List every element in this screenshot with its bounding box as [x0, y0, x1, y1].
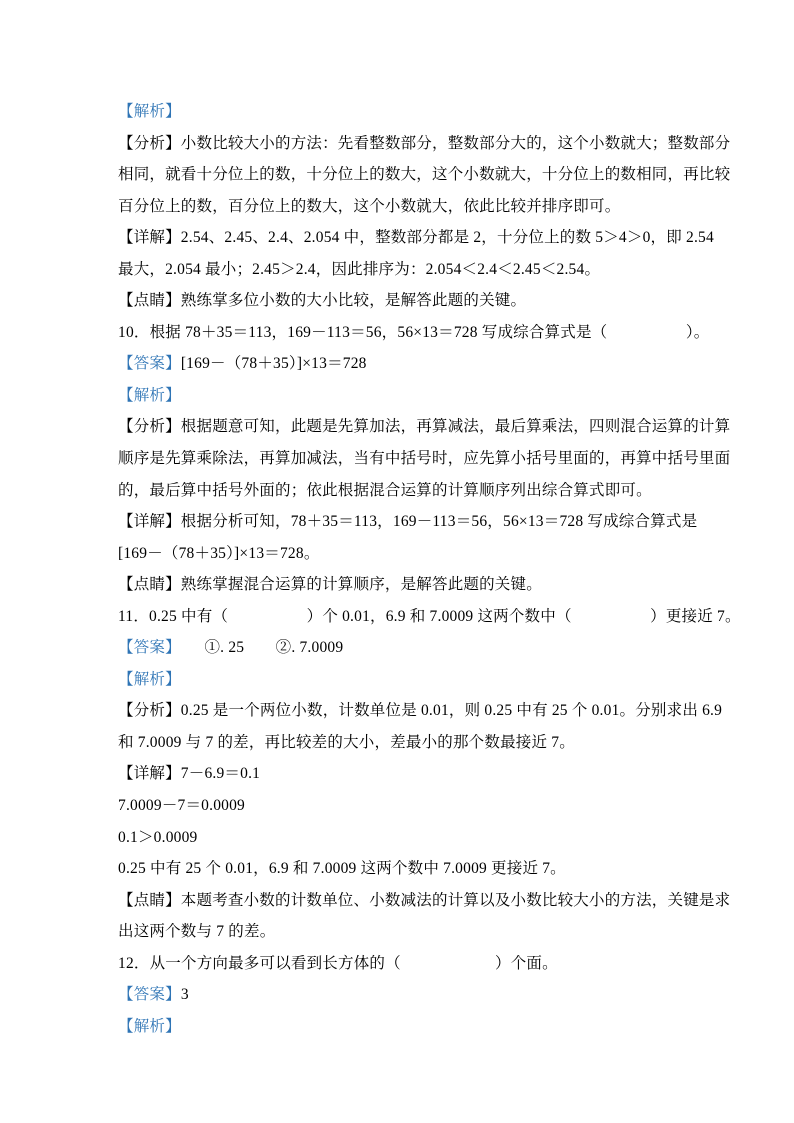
line-text: [169－（78＋35）]×13＝728。	[118, 544, 320, 562]
doc-line-18	[118, 632, 684, 664]
line-text: 11．0.25 中有（ ）个 0.01，6.9 和 7.0009 这两个数中（ ）更接近 7。	[118, 607, 741, 625]
doc-line-2	[118, 128, 731, 160]
line-text: 12．从一个方向最多可以看到长方体的（ ）个面。	[118, 954, 558, 972]
line-text: 10．根据 78＋35＝113，169－113＝56，56×13＝728 写成综合算式是（ ）。	[118, 323, 710, 341]
line-text: 7.0009－7＝0.0009	[118, 797, 246, 815]
doc-line-4	[118, 191, 684, 223]
line-text: 【点睛】本题考查小数的计数单位、小数减法的计算以及小数比较大小的方法，关键是求	[118, 891, 731, 909]
doc-line-27	[118, 916, 684, 948]
doc-line-20	[118, 695, 723, 727]
line-text: 顺序是先算乘除法，再算加减法，当有中括号时，应先算小括号里面的，再算中括号里面	[118, 450, 731, 468]
doc-line-15	[118, 538, 684, 570]
line-text: 百分位上的数，百分位上的数大，这个小数就大，依此比较并排序即可。	[118, 197, 621, 215]
line-text: 最大，2.054 最小；2.45＞2.4，因此排序为：2.054＜2.4＜2.45＜2.54。	[118, 260, 601, 278]
line-text: 【详解】7－6.9＝0.1	[118, 765, 261, 783]
line-text: 0.1＞0.0009	[118, 828, 198, 846]
doc-line-22	[118, 758, 684, 790]
doc-line-13	[118, 475, 684, 507]
doc-line-23	[118, 790, 684, 822]
answer-label: 【答案】	[118, 355, 181, 373]
doc-line-19	[118, 664, 684, 696]
line-text: 相同，就看十分位上的数，十分位上的数大，这个小数就大，十分位上的数相同，再比较	[118, 166, 731, 184]
doc-line-6	[118, 254, 684, 286]
answer-label: 【答案】	[118, 986, 181, 1004]
line-text: 3	[180, 986, 189, 1004]
answer-label: 【答案】	[118, 639, 174, 657]
line-text: 和 7.0009 与 7 的差，再比较差的大小，差最小的那个数最接近 7。	[118, 733, 575, 751]
explanation-label: 【解析】	[118, 386, 181, 404]
doc-line-5	[118, 222, 714, 254]
explanation-label: 【解析】	[118, 103, 181, 120]
doc-line-17	[118, 601, 741, 633]
doc-line-10	[118, 380, 684, 412]
line-text: 【分析】小数比较大小的方法：先看整数部分，整数部分大的，这个小数就大；整数部分	[118, 134, 731, 152]
line-text: [169－（78＋35）]×13＝728	[180, 355, 367, 373]
line-text: 【详解】根据分析可知，78＋35＝113，169－113＝56，56×13＝728 写成综合算式是	[118, 513, 698, 531]
doc-line-25	[118, 853, 684, 885]
doc-line-7	[118, 285, 684, 317]
line-text: 【点睛】熟练掌多位小数的大小比较，是解答此题的关键。	[118, 292, 527, 310]
doc-line-30	[118, 1011, 684, 1043]
explanation-label: 【解析】	[118, 1017, 181, 1035]
doc-line-11	[118, 411, 731, 443]
doc-line-29	[118, 979, 684, 1011]
doc-line-9	[118, 348, 684, 380]
doc-line-28	[118, 948, 684, 980]
line-text: 【分析】0.25 是一个两位小数，计数单位是 0.01，则 0.25 中有 25 个 0.01。分别求出 6.9	[118, 702, 723, 720]
line-text: 【点睛】熟练掌握混合运算的计算顺序，是解答此题的关键。	[118, 576, 542, 594]
doc-line-8	[118, 317, 710, 349]
doc-line-14	[118, 506, 698, 538]
line-text: 【详解】2.54、2.45、2.4、2.054 中，整数部分都是 2，十分位上的数 5＞4＞0，即 2.54	[118, 229, 714, 247]
doc-line-21	[118, 727, 684, 759]
line-text: ①. 25 ②. 7.0009	[173, 639, 344, 657]
doc-line-26	[118, 885, 731, 917]
doc-line-3	[118, 159, 731, 191]
doc-line-16	[118, 569, 684, 601]
doc-line-1	[118, 96, 684, 128]
line-text: 的，最后算中括号外面的；依此根据混合运算的计算顺序列出综合算式即可。	[118, 481, 652, 499]
doc-line-12	[118, 443, 731, 475]
line-text: 0.25 中有 25 个 0.01，6.9 和 7.0009 这两个数中 7.0009 更接近 7。	[118, 860, 566, 878]
document-lines	[118, 96, 741, 1042]
explanation-label: 【解析】	[118, 670, 181, 688]
doc-line-24	[118, 822, 684, 854]
line-text: 出这两个数与 7 的差。	[118, 923, 276, 941]
line-text: 【分析】根据题意可知，此题是先算加法，再算减法，最后算乘法，四则混合运算的计算	[118, 418, 731, 436]
